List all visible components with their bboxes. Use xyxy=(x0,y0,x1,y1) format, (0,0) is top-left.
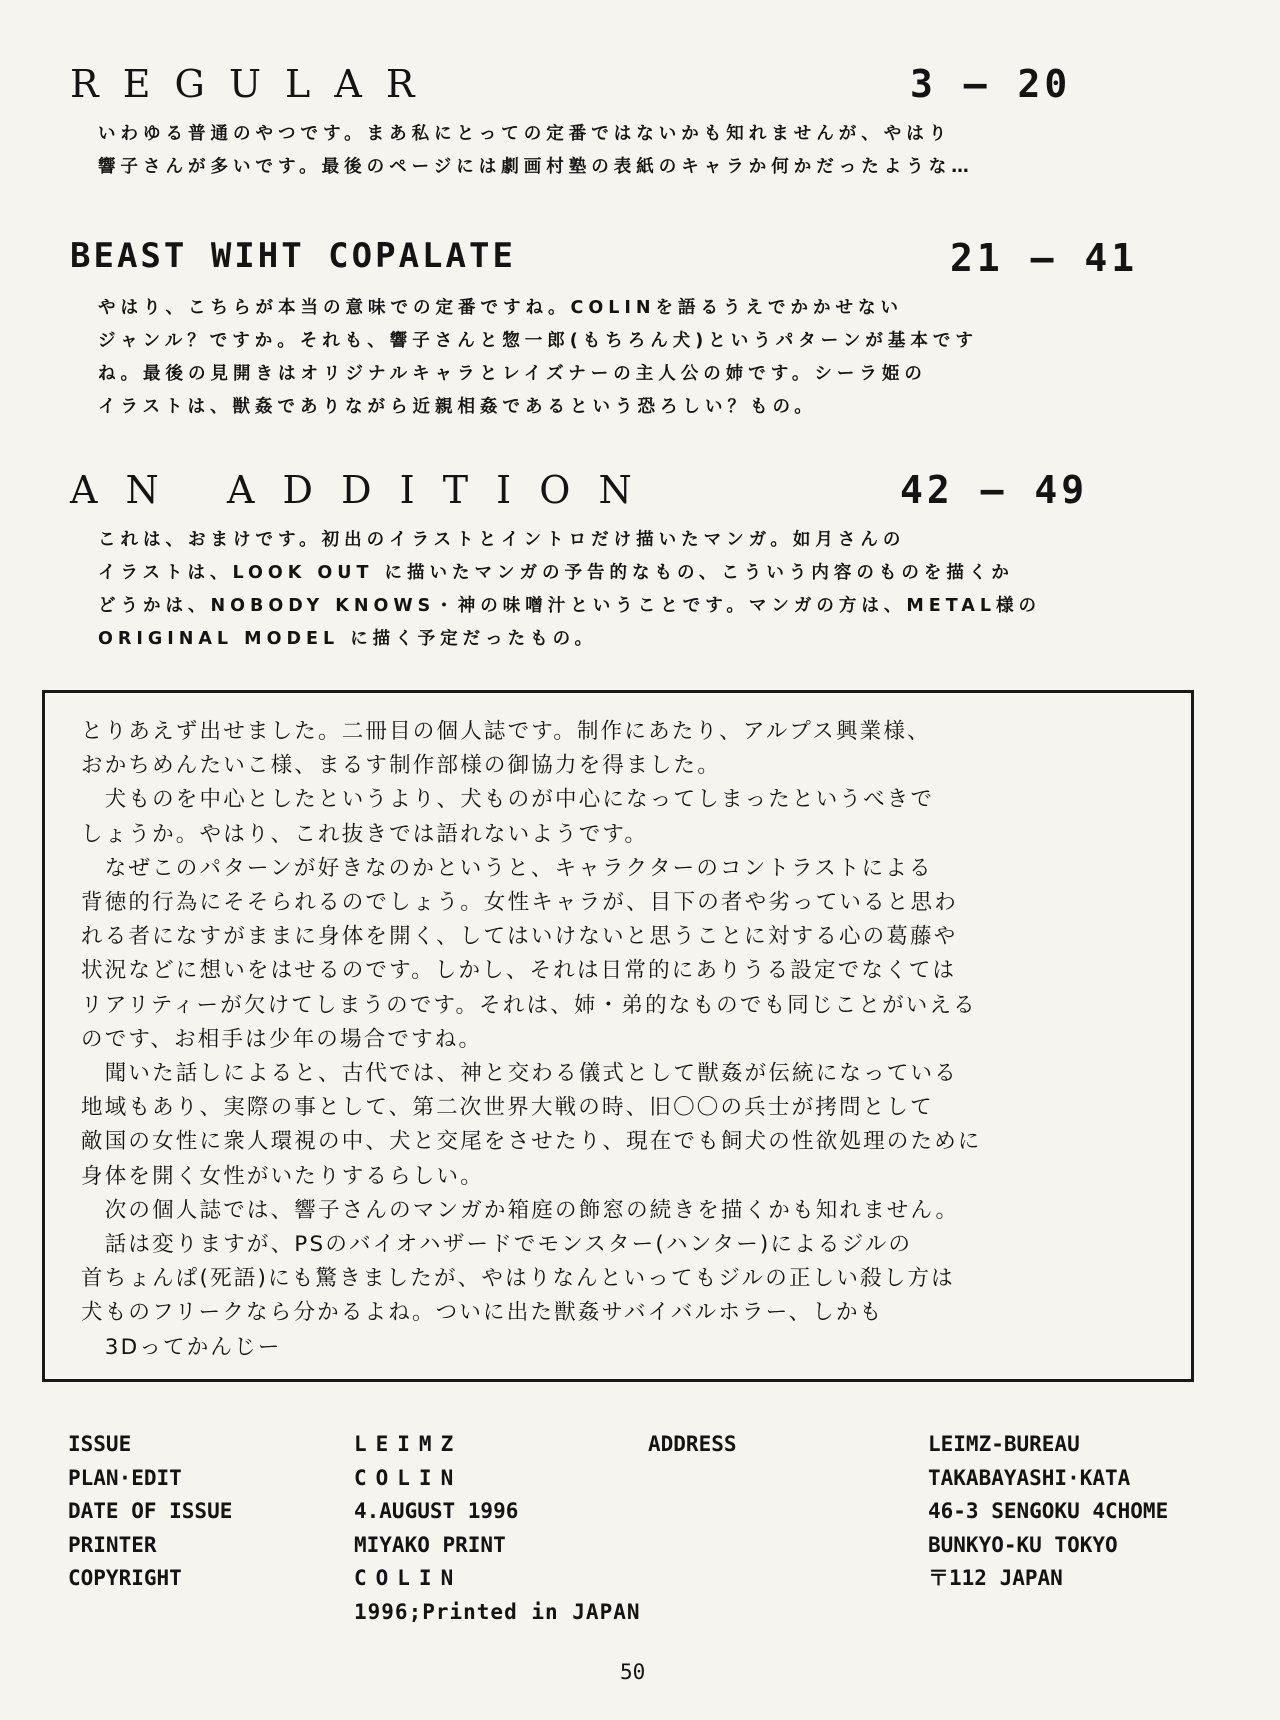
section-pages: 3 — 20 xyxy=(910,62,1072,106)
description-line: イラストは、獣姦でありながら近親相姦であるという恐ろしい？もの。 xyxy=(98,397,817,417)
colophon-values xyxy=(354,1428,641,1629)
section-title: R E G U L A R xyxy=(70,62,421,106)
afterword-line: おかちめんたいこ様、まるす制作部様の御協力を得ました。 xyxy=(81,753,721,779)
afterword-line: 地域もあり、実際の事として、第二次世界大戦の時、旧〇〇の兵士が拷問として xyxy=(81,1095,934,1121)
afterword-line: 首ちょんぱ(死語)にも驚きましたが、やはりなんといってもジルの正しい殺し方は xyxy=(81,1266,955,1292)
afterword-line: 犬ものを中心としたというより、犬ものが中心になってしまったというべきで xyxy=(81,787,935,813)
description-line: いわゆる普通のやつです。まあ私にとっての定番ではないかも知れませんが、やはり xyxy=(98,124,952,144)
section-description xyxy=(70,292,1230,424)
description-line: これは、おまけです。初出のイラストとイントロだけ描いたマンガ。如月さんの xyxy=(98,530,906,550)
address-line: TAKABAYASHI·KATA xyxy=(928,1465,1131,1490)
section-addition xyxy=(70,468,1230,656)
colophon-label: PRINTER xyxy=(68,1532,157,1557)
colophon-label: ISSUE xyxy=(68,1432,132,1456)
section-title: A N A D D I T I O N xyxy=(70,468,640,512)
afterword-line: リアリティーが欠けてしまうのです。それは、姉・弟的なものでも同じことがいえる xyxy=(81,992,977,1018)
colophon-labels xyxy=(68,1428,232,1596)
colophon-value: COLIN xyxy=(354,1465,463,1490)
colophon-address-label: ADDRESS xyxy=(648,1432,737,1456)
description-line: やはり、こちらが本当の意味での定番ですね。COLINを語るうえでかかせない xyxy=(98,298,904,318)
colophon-value: LEIMZ xyxy=(354,1432,463,1456)
afterword-line: 次の個人誌では、響子さんのマンガか箱庭の飾窓の続きを描くかも知れません。 xyxy=(81,1197,960,1223)
colophon xyxy=(68,1428,1228,1628)
section-pages: 21 — 41 xyxy=(950,236,1139,280)
description-line: 響子さんが多いです。最後のページには劇画村塾の表紙のキャラか何かだったような… xyxy=(98,157,974,177)
colophon-label: PLAN·EDIT xyxy=(68,1465,182,1490)
colophon-label: DATE OF ISSUE xyxy=(68,1499,233,1523)
page-number: 50 xyxy=(620,1660,646,1684)
afterword-line: 敵国の女性に衆人環視の中、犬と交尾をさせたり、現在でも飼犬の性欲処理のために xyxy=(81,1129,982,1155)
section-description xyxy=(70,524,1230,656)
afterword-line: 聞いた話しによると、古代では、神と交わる儀式として獣姦が伝統になっている xyxy=(81,1061,958,1087)
afterword-line: 状況などに想いをはせるのです。しかし、それは日常的にありうる設定でなくては xyxy=(81,958,957,984)
colophon-value: 1996;Printed in JAPAN xyxy=(354,1599,641,1624)
afterword-line: 3Dってかんじー xyxy=(81,1334,282,1360)
address-line: 〒112 JAPAN xyxy=(928,1566,1063,1590)
afterword-line: しょうか。やはり、これ抜きでは語れないようです。 xyxy=(81,821,649,847)
colophon-value: 4.AUGUST 1996 xyxy=(354,1499,519,1523)
afterword-box xyxy=(42,690,1194,1382)
address-line: LEIMZ-BUREAU xyxy=(928,1432,1080,1456)
section-regular xyxy=(70,62,1230,184)
afterword-line: れる者になすがままに身体を開く、してはいけないと思うことに対する心の葛藤や xyxy=(81,924,958,950)
description-line: ジャンル？ですか。それも、響子さんと惣一郎(もちろん犬)というパターンが基本です xyxy=(98,331,978,351)
afterword-line: 背徳的行為にそそられるのでしょう。女性キャラが、目下の者や劣っていると思わ xyxy=(81,890,958,916)
afterword-line: 犬ものフリークなら分かるよね。ついに出た獣姦サバイバルホラー、しかも xyxy=(81,1300,884,1326)
afterword-line: とりあえず出せました。二冊目の個人誌です。制作にあたり、アルプス興業様、 xyxy=(81,719,931,744)
description-line: ね。最後の見開きはオリジナルキャラとレイズナーの主人公の姉です。シーラ姫の xyxy=(98,364,927,384)
colophon-value: MIYAKO PRINT xyxy=(354,1532,506,1557)
afterword-line: なぜこのパターンが好きなのかというと、キャラクターのコントラストによる xyxy=(81,855,933,881)
colophon-value: COLIN xyxy=(354,1566,463,1590)
colophon-address xyxy=(928,1428,1168,1596)
afterword-line: のです、お相手は少年の場合ですね。 xyxy=(81,1026,483,1052)
description-line: イラストは、LOOK OUT に描いたマンガの予告的なもの、こういう内容のものを描くか xyxy=(98,563,1014,583)
afterword-line: 身体を開く女性がいたりするらしい。 xyxy=(81,1163,484,1189)
description-line: どうかは、NOBODY KNOWS・神の味噌汁ということです。マンガの方は、METAL様の xyxy=(98,596,1041,616)
address-line: 46-3 SENGOKU 4CHOME xyxy=(928,1499,1169,1523)
address-line: BUNKYO-KU TOKYO xyxy=(928,1532,1118,1557)
section-beast xyxy=(70,236,1230,424)
description-line: ORIGINAL MODEL に描く予定だったもの。 xyxy=(98,629,597,649)
section-pages: 42 — 49 xyxy=(900,468,1089,512)
section-title: BEAST WIHT COPALATE xyxy=(70,236,516,276)
section-description xyxy=(70,118,1230,184)
afterword-line: 話は変りますが、PSのバイオハザードでモンスター(ハンター)によるジルの xyxy=(81,1232,913,1258)
afterword-text xyxy=(81,715,1161,1365)
colophon-label: COPYRIGHT xyxy=(68,1566,182,1590)
